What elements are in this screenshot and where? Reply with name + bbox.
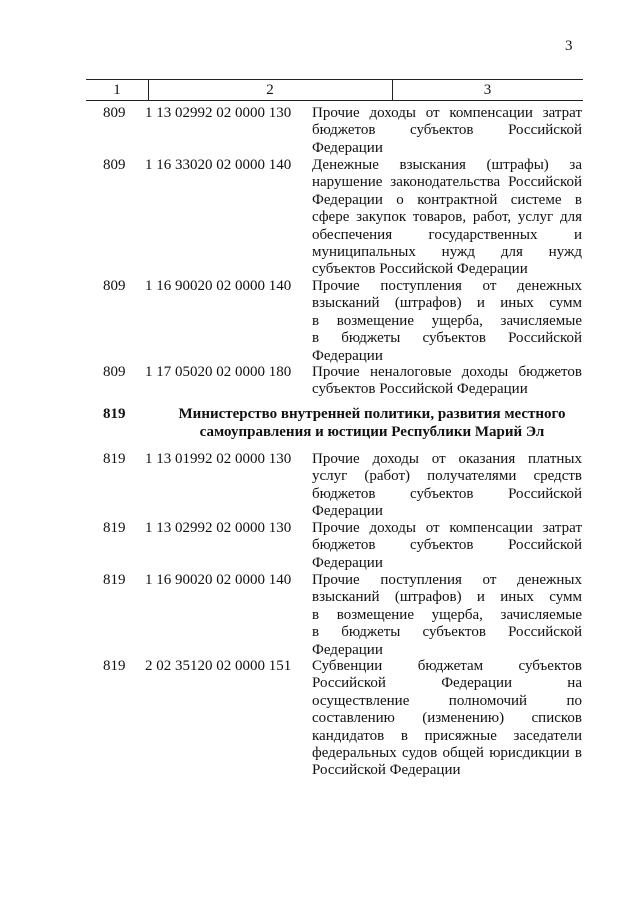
row-description (312, 658, 582, 780)
description-line: Прочие доходы от компенсации затрат (312, 520, 582, 536)
org-code: 809 (103, 364, 126, 380)
budget-code: 1 17 05020 02 0000 180 (145, 364, 292, 380)
description-line: Федерации (312, 503, 383, 520)
description-line: Субвенции бюджетам субъектов (312, 658, 582, 674)
description-line: федеральных судов общей юрисдикции в (312, 745, 582, 762)
budget-code: 1 13 01992 02 0000 130 (145, 451, 292, 467)
budget-code: 1 13 02992 02 0000 130 (145, 105, 292, 121)
description-line: Федерации (312, 139, 383, 156)
org-code: 809 (103, 278, 126, 294)
row-description (312, 572, 582, 659)
description-line: Федерации (312, 641, 383, 658)
description-line: бюджетов субъектов Российской (312, 122, 582, 139)
description-line: Прочие неналоговые доходы бюджетов (312, 364, 582, 380)
description-line: взысканий (штрафов) и иных сумм (312, 589, 582, 606)
budget-code: 1 16 33020 02 0000 140 (145, 157, 292, 173)
description-line: Российской Федерации на (312, 675, 582, 692)
description-line: в бюджеты субъектов Российской (312, 330, 582, 347)
row-description (312, 105, 582, 157)
budget-code: 1 16 90020 02 0000 140 (145, 278, 292, 294)
description-line: Прочие поступления от денежных (312, 572, 582, 588)
section-org-code: 819 (103, 406, 126, 422)
description-line: бюджетов субъектов Российской (312, 537, 582, 554)
budget-code: 1 16 90020 02 0000 140 (145, 572, 292, 588)
budget-code: 1 13 02992 02 0000 130 (145, 520, 292, 536)
row-description (312, 451, 582, 521)
page-number: 3 (565, 38, 573, 54)
description-line: субъектов Российской Федерации (312, 261, 528, 278)
section-title (174, 405, 570, 441)
description-line: Федерации о контрактной системе в (312, 191, 582, 208)
description-line: Федерации (312, 554, 383, 571)
header-col-3: 3 (483, 82, 492, 98)
description-line: составлению (изменению) списков (312, 710, 582, 727)
description-line: Денежные взыскания (штрафы) за (312, 157, 582, 173)
header-col-2: 2 (148, 80, 393, 100)
org-code: 809 (103, 157, 126, 173)
description-line: муниципальных нужд для нужд (312, 244, 582, 261)
description-line: обеспечения государственных и (312, 226, 582, 243)
description-line: кандидатов в присяжные заседатели (312, 727, 582, 744)
description-line: Прочие доходы от оказания платных (312, 451, 582, 467)
description-line: осуществление полномочий по (312, 692, 582, 709)
description-line: Прочие поступления от денежных (312, 278, 582, 294)
description-line: субъектов Российской Федерации (312, 381, 528, 398)
org-code: 819 (103, 658, 126, 674)
description-line: бюджетов субъектов Российской (312, 485, 582, 502)
description-line: услуг (работ) получателями средств (312, 468, 582, 485)
description-line: взысканий (штрафов) и иных сумм (312, 295, 582, 312)
header-col-1: 1 (86, 80, 149, 100)
description-line: Прочие доходы от компенсации затрат (312, 105, 582, 121)
table-header (86, 79, 583, 101)
org-code: 819 (103, 451, 126, 467)
row-description (312, 364, 582, 399)
org-code: 809 (103, 105, 126, 121)
description-line: в возмещение ущерба, зачисляемые (312, 606, 582, 623)
budget-code: 2 02 35120 02 0000 151 (145, 658, 292, 674)
description-line: нарушение законодательства Российской (312, 174, 582, 191)
org-code: 819 (103, 572, 126, 588)
row-description (312, 278, 582, 365)
row-description (312, 157, 582, 279)
section-title-line: Министерство внутренней политики, развития местного (178, 406, 566, 422)
org-code: 819 (103, 520, 126, 536)
description-line: в возмещение ущерба, зачисляемые (312, 312, 582, 329)
description-line: в бюджеты субъектов Российской (312, 624, 582, 641)
description-line: Федерации (312, 347, 383, 364)
row-description (312, 520, 582, 572)
section-title-line: самоуправления и юстиции Республики Марий Эл (199, 424, 545, 440)
description-line: сфере закупок товаров, работ, услуг для (312, 209, 582, 226)
description-line: Российской Федерации (312, 762, 461, 779)
